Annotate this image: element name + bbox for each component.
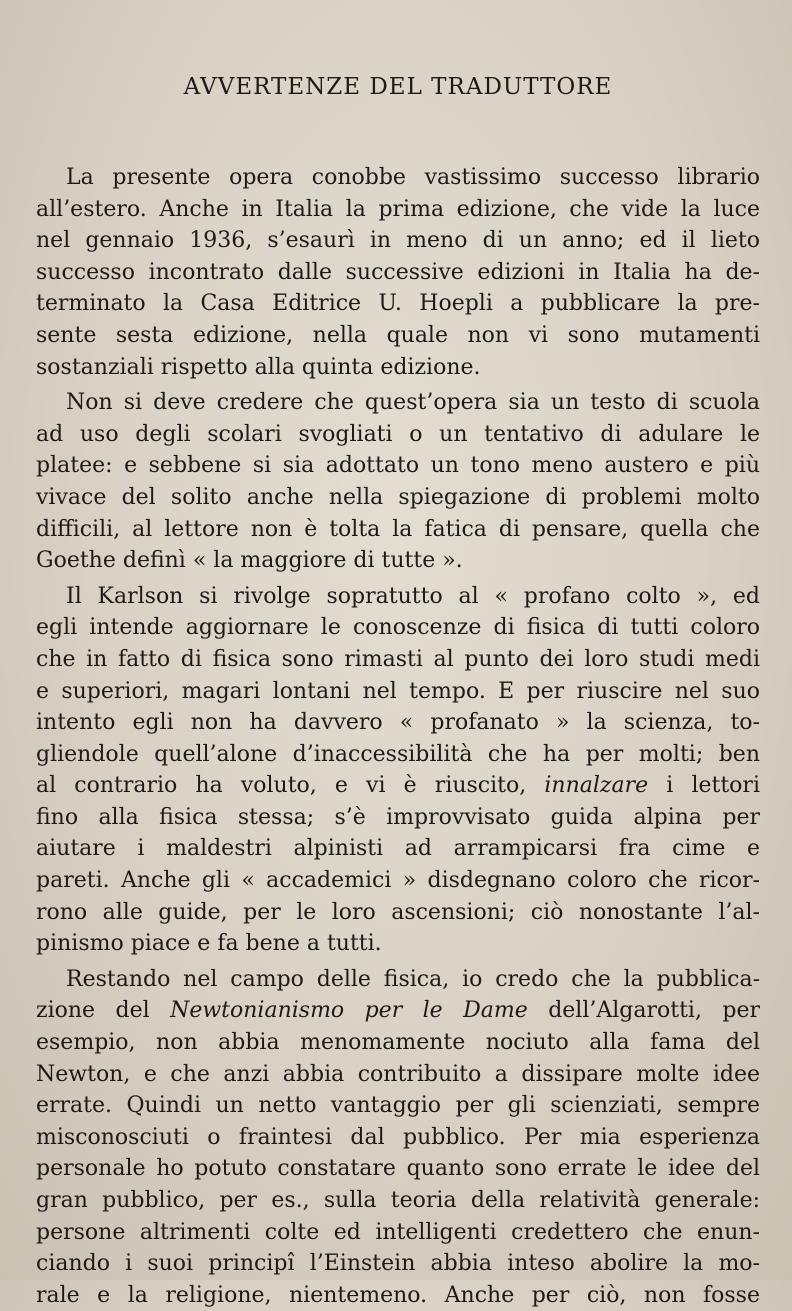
italic-phrase: Newtonianismo per le Dame (170, 998, 528, 1024)
text-line: difficili, al lettore non è tolta la fatica di pensare, quella che (36, 516, 760, 542)
text-line: errate. Quindi un netto vantaggio per gli scienziati, sempre (36, 1093, 760, 1119)
text-line: aiutare i maldestri alpinisti ad arrampicarsi fra cime e (36, 836, 760, 862)
text-line: Goethe definì « la maggiore di tutte ». (36, 548, 463, 574)
text-line: sostanziali rispetto alla quinta edizione. (36, 354, 481, 380)
text-line: che in fatto di fisica sono rimasti al punto dei loro studi medi (36, 646, 760, 672)
text-line: gliendole quell’alone d’inaccessibilità che ha per molti; ben (36, 741, 760, 767)
text-line: platee: e sebbene si sia adottato un tono meno austero e più (36, 453, 760, 479)
text-line: egli intende aggiornare le conoscenze di fisica di tutti coloro (36, 615, 760, 641)
text-line: misconosciuti o fraintesi dal pubblico. Per mia esperienza (36, 1124, 760, 1150)
text-line: successo incontrato dalle successive edizioni in Italia ha de- (36, 259, 760, 285)
text-line: terminato la Casa Editrice U. Hoepli a pubblicare la pre- (36, 291, 760, 317)
text-line: rale e la religione, nientemeno. Anche per ciò, non fosse (36, 1282, 760, 1308)
text-line: La presente opera conobbe vastissimo successo librario (66, 165, 760, 190)
text-line: al contrario ha voluto, e vi è riuscito, innalzare i lettori (36, 773, 760, 799)
text-line: personale ho potuto constatare quanto sono errate le idee del (36, 1156, 760, 1182)
body-text (36, 162, 760, 1311)
paragraph (36, 162, 760, 383)
text-line: Non si deve credere che quest’opera sia un testo di scuola (66, 390, 760, 416)
text-line: intento egli non ha davvero « profanato » la scienza, to- (36, 710, 760, 736)
text-line: e superiori, magari lontani nel tempo. E per riuscire nel suo (36, 678, 760, 704)
text-line: rono alle guide, per le loro ascensioni; ciò nonostante l’al- (36, 899, 760, 925)
text-line: Restando nel campo delle fisica, io credo che la pubblica- (66, 966, 760, 992)
italic-phrase: innalzare (544, 773, 649, 799)
paragraph (36, 387, 760, 577)
text-line: zione del Newtonianismo per le Dame dell’Algarotti, per (36, 998, 761, 1024)
text-line: vivace del solito anche nella spiegazione di problemi molto (36, 484, 760, 510)
text-line: sente sesta edizione, nella quale non vi sono mutamenti (36, 322, 760, 348)
text-line: persone altrimenti colte ed intelligenti credettero che enun- (36, 1219, 760, 1245)
text-line: nel gennaio 1936, s’esaurì in meno di un anno; ed il lieto (36, 228, 760, 254)
text-line: Il Karlson si rivolge sopratutto al « profano colto », ed (66, 583, 760, 609)
text-line: ad uso degli scolari svogliati o un tentativo di adulare le (36, 421, 760, 447)
page-title: AVVERTENZE DEL TRADUTTORE (183, 74, 613, 100)
text-line: gran pubblico, per es., sulla teoria della relatività generale: (36, 1188, 760, 1213)
text-line: Newton, e che anzi abbia contribuito a dissipare molte idee (36, 1061, 760, 1087)
text-line: all’estero. Anche in Italia la prima edizione, che vide la luce (36, 196, 760, 222)
paragraph (36, 581, 760, 960)
text-line: ciando i suoi principî l’Einstein abbia inteso abolire la mo- (36, 1251, 760, 1277)
text-line: fino alla fisica stessa; s’è improvvisato guida alpina per (36, 804, 760, 830)
paragraph (36, 964, 760, 1311)
text-line: pareti. Anche gli « accademici » disdegnano coloro che ricor- (36, 868, 760, 894)
text-line: esempio, non abbia menomamente nociuto alla fama del (36, 1030, 760, 1056)
text-line: pinismo piace e fa bene a tutti. (36, 931, 382, 957)
